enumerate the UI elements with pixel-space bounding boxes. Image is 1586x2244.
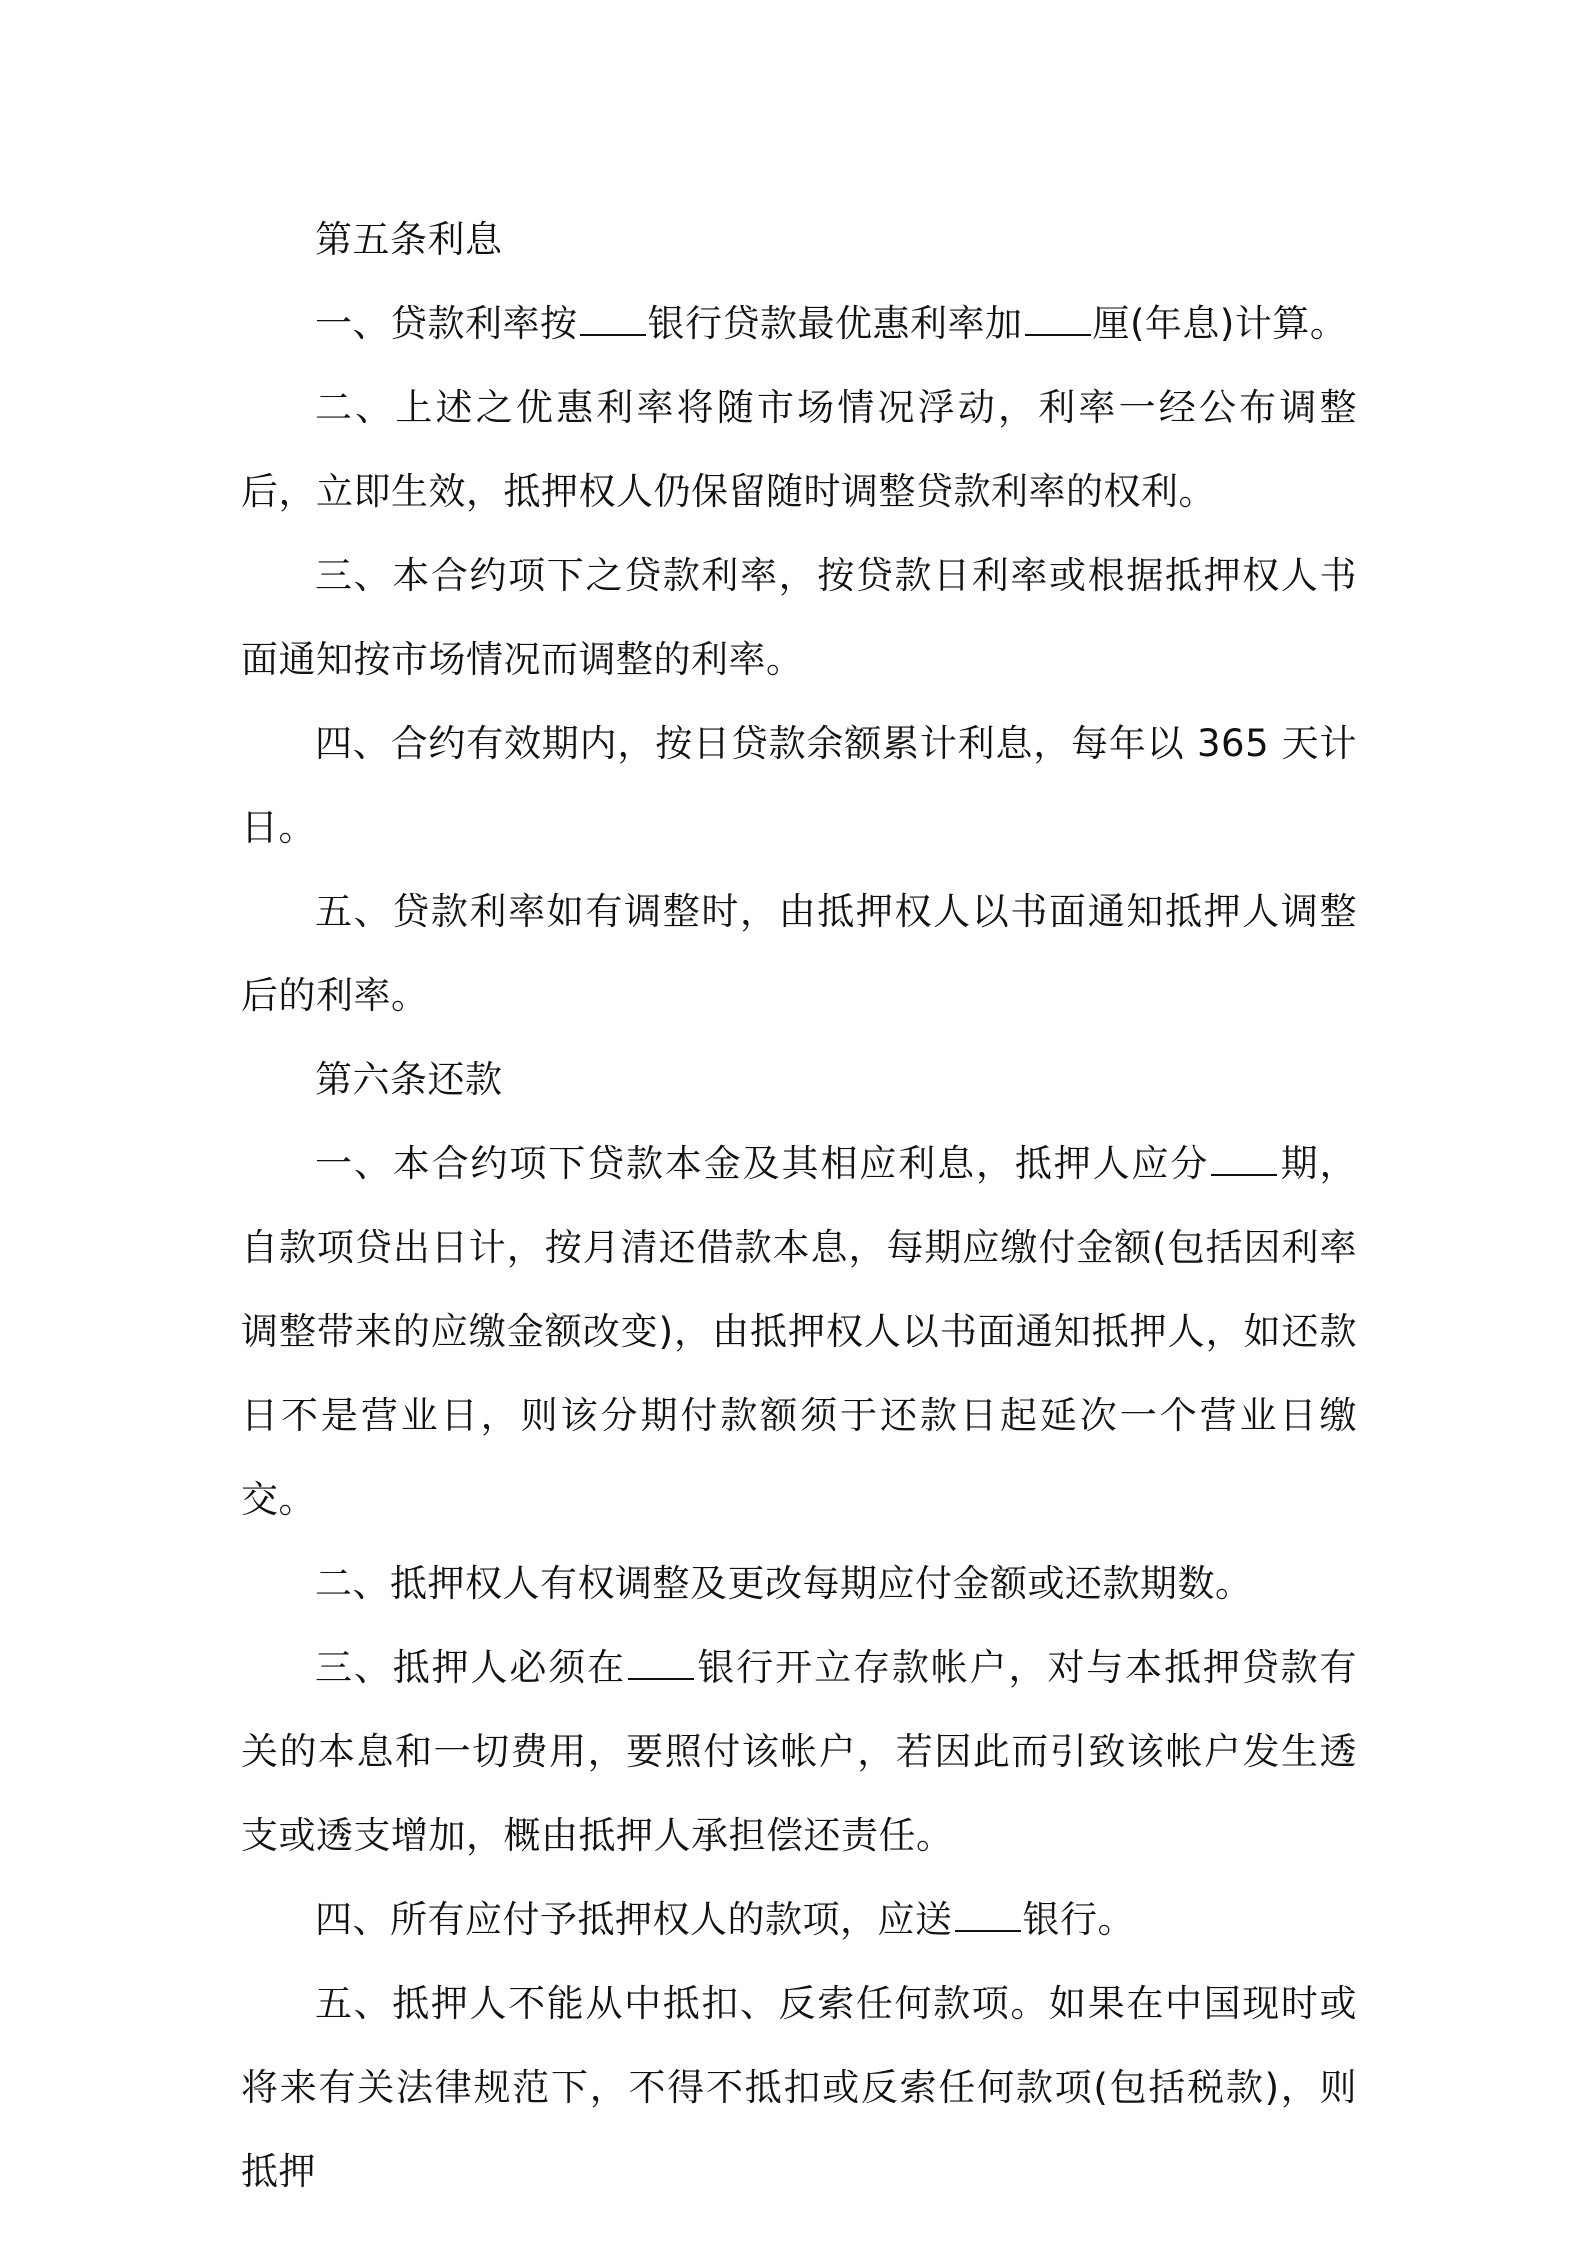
article-5-clause-5: 五、贷款利率如有调整时，由抵押权人以书面通知抵押人调整后的利率。 (241, 890, 1357, 1017)
fill-in-blank[interactable] (955, 1900, 1021, 1932)
fill-in-blank[interactable] (1025, 304, 1091, 336)
article-5-clause-2: 二、上述之优惠利率将随市场情况浮动，利率一经公布调整后，立即生效，抵押权人仍保留随时调整贷款利率的权利。 (241, 386, 1357, 513)
article-6-clause-5: 五、抵押人不能从中抵扣、反索任何款项。如果在中国现时或将来有关法律规范下，不得不抵扣或反索任何款项(包括税款)，则抵押 (241, 1982, 1357, 2193)
clause-text: 银行贷款最优惠利率加 (647, 302, 1023, 345)
article-6-clause-2: 二、抵押权人有权调整及更改每期应付金额或还款期数。 (315, 1562, 1253, 1605)
article-6-clause-1 (241, 1122, 1357, 1542)
article-5-clause-1 (241, 282, 1357, 366)
document-body (241, 198, 1357, 2214)
clause-text: 银行开立存款帐户，对与本抵押贷款有关的本息和一切费用，要照付该帐户，若因此而引致该帐户发生透支或透支增加，概由抵押人承担偿还责任。 (241, 1646, 1358, 1857)
clause-text: 期，自款项贷出日计，按月清还借款本息，每期应缴付金额(包括因利率调整带来的应缴金额改变)，由抵押权人以书面通知抵押人，如还款日不是营业日，则该分期付款额须于还款日起延次一个营业日缴交。 (241, 1142, 1358, 1521)
article-6-clause-3 (241, 1626, 1357, 1878)
clause-text: 一、贷款利率按 (315, 302, 578, 345)
clause-text: 厘(年息)计算。 (1092, 302, 1348, 345)
fill-in-blank[interactable] (628, 1648, 694, 1680)
clause-text: 一、本合约项下贷款本金及其相应利息，抵押人应分 (315, 1142, 1210, 1185)
article-5-clause-3: 三、本合约项下之贷款利率，按贷款日利率或根据抵押权人书面通知按市场情况而调整的利率。 (241, 554, 1357, 681)
clause-text: 三、抵押人必须在 (315, 1646, 627, 1689)
clause-text: 银行。 (1022, 1898, 1135, 1941)
article-5-clause-4: 四、合约有效期内，按日贷款余额累计利息，每年以 365 天计日。 (241, 722, 1357, 849)
article-6-clause-4 (241, 1878, 1357, 1962)
fill-in-blank[interactable] (1211, 1144, 1277, 1176)
fill-in-blank[interactable] (580, 304, 646, 336)
clause-text: 四、所有应付予抵押权人的款项，应送 (315, 1898, 953, 1941)
article-6-title: 第六条还款 (315, 1058, 503, 1101)
article-5-title: 第五条利息 (315, 218, 503, 261)
